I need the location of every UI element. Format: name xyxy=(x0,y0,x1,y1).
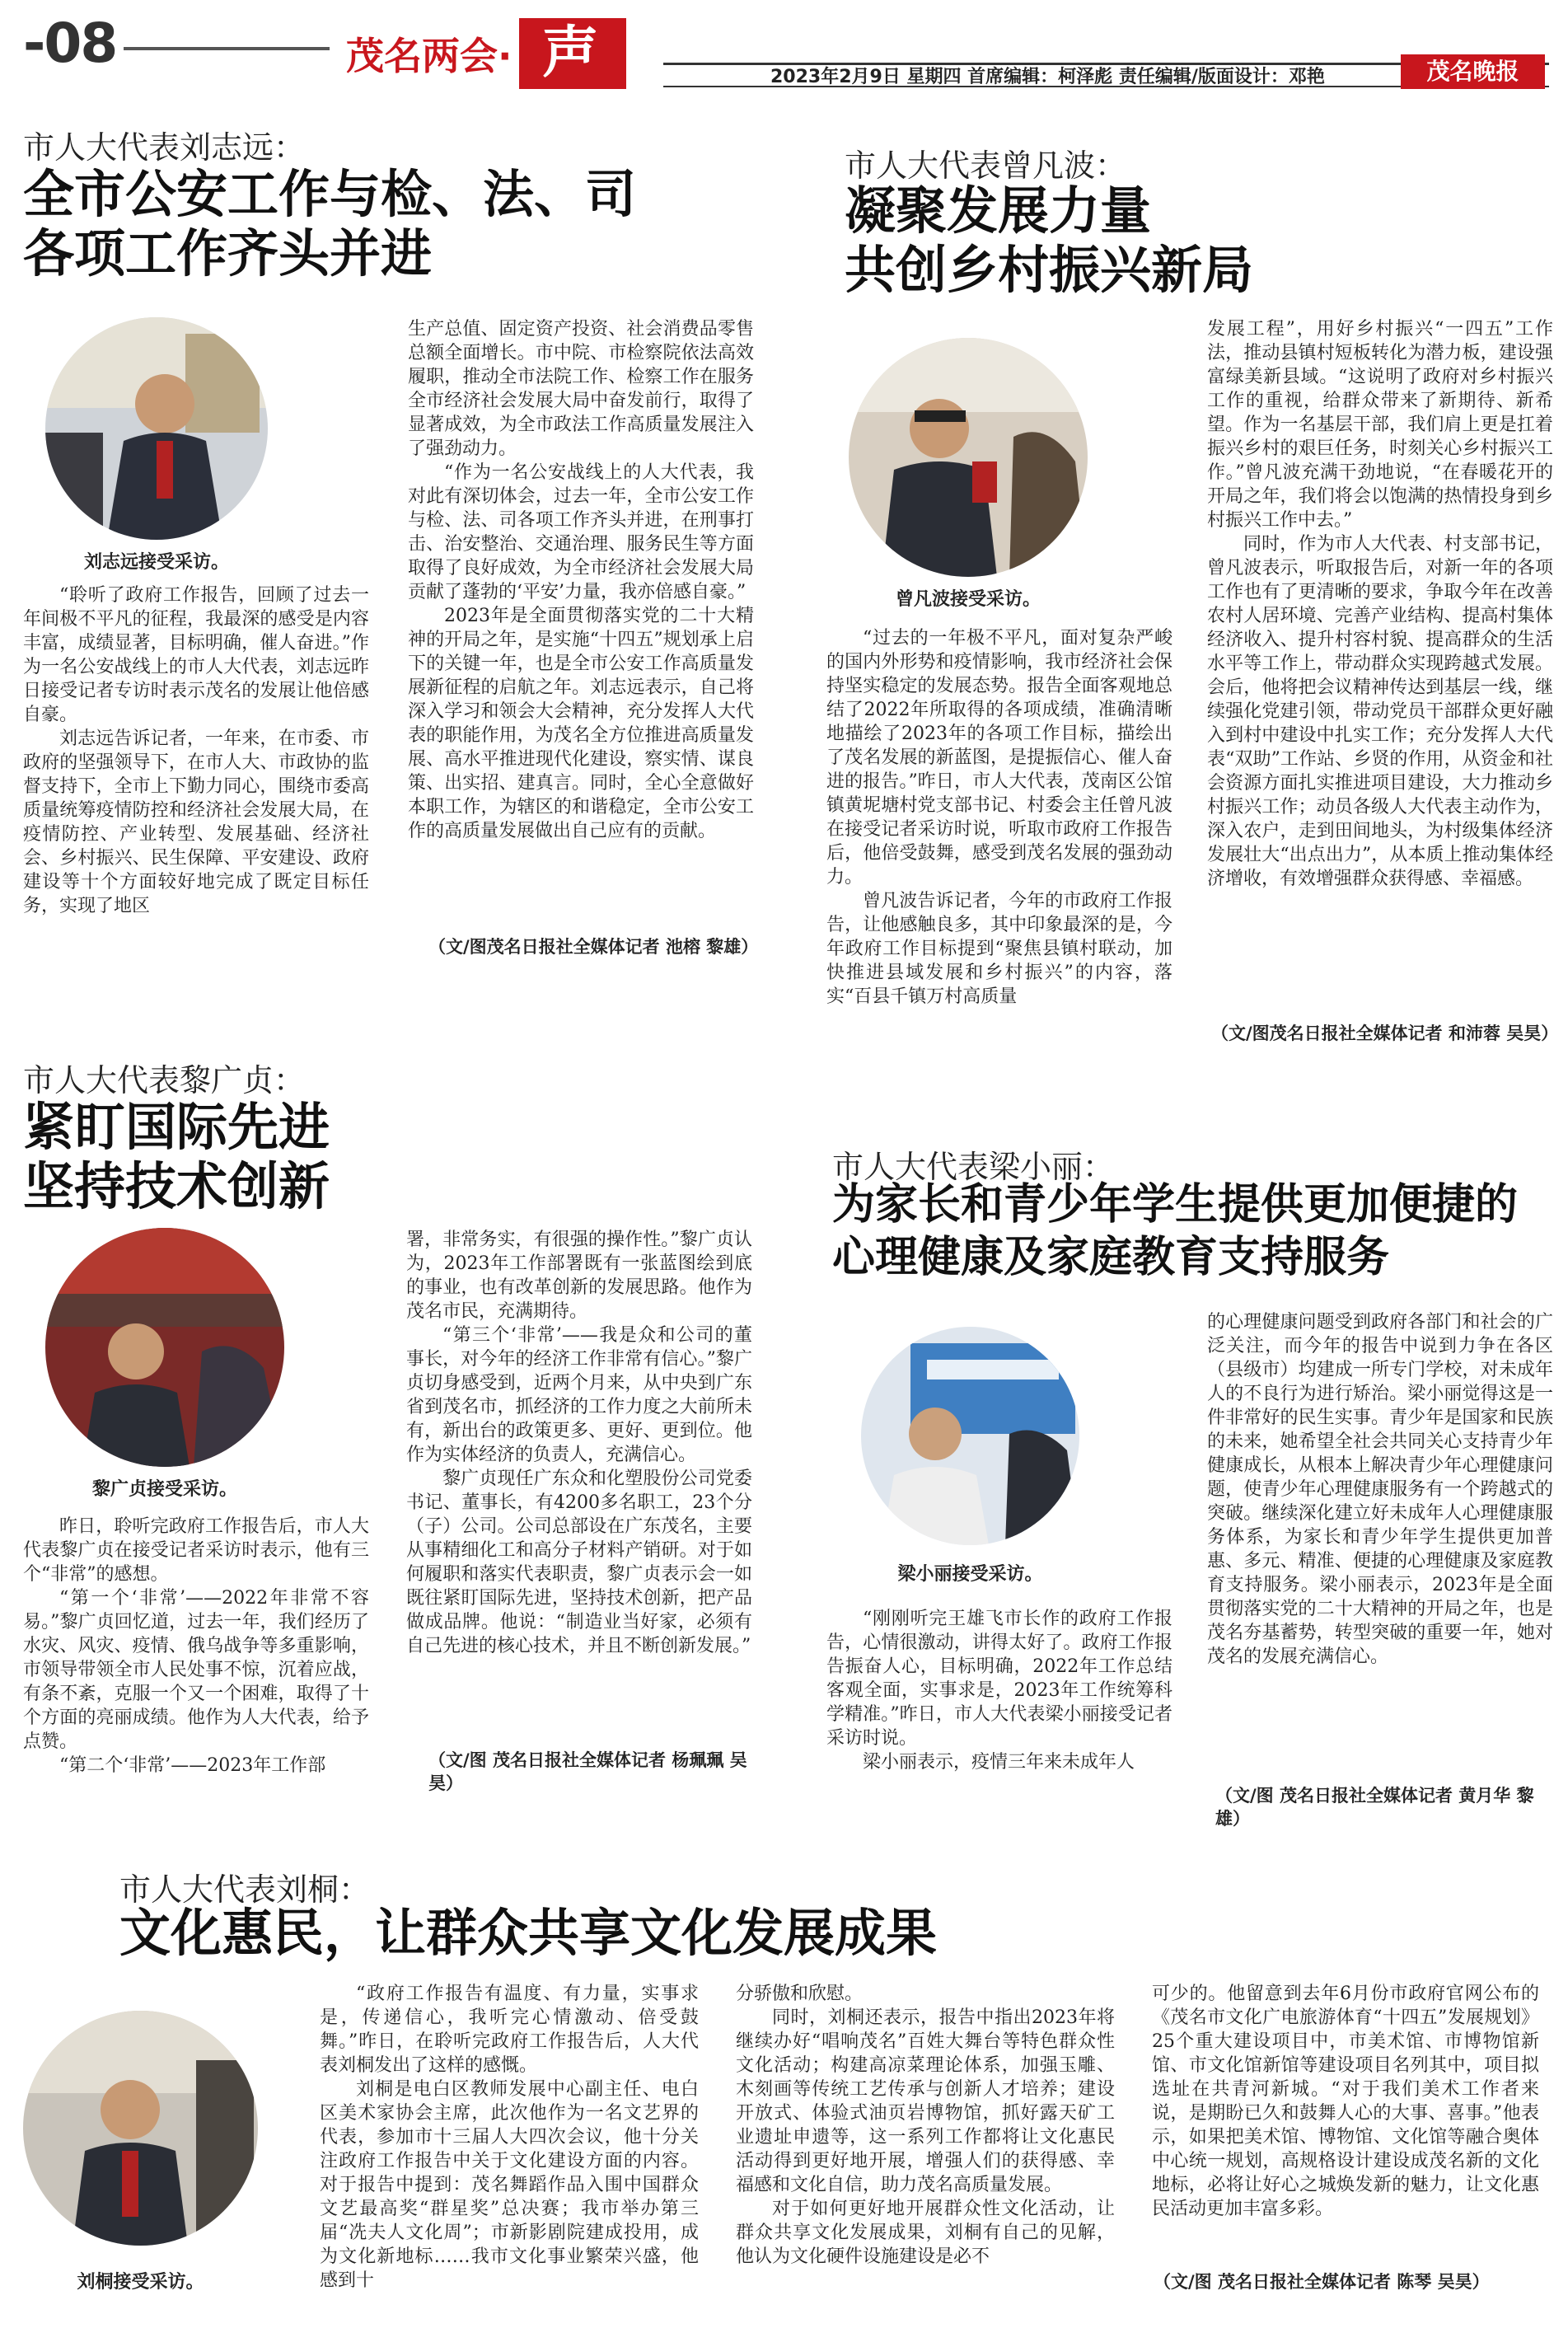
masthead-rule xyxy=(124,47,330,50)
headline-line: 坚持技术创新 xyxy=(23,1156,330,1216)
article-body-col1: “过去的一年极不平凡，面对复杂严峻的国内外形势和疫情影响，我市经济社会保持坚实稳定的发展态势。报告全面客观地总结了2022年所取得的各项成绩，准确清晰地描绘了2023年的各项工作目标，描绘出了茂名发展的新蓝图，是提振信心、催人奋进的报告。”昨日，市人大代表，茂南区公馆镇黄坭塘村党支部书记、村委会主任曾凡波在接受记者采访时说，听取市政府工作报告后，他倍受鼓舞，感受到茂名发展的强劲动力。 曾凡波告诉记者，今年的市政府工作报告，让他感触良多，其中印象最深的是，今年政府工作目标提到“聚焦县镇村联动，加快推进县域发展和乡村振兴”的内容，落实“百县千镇万村高质量 xyxy=(826,628,1172,1007)
date-editor-bar: 2023年2月9日 星期四 首席编辑：柯泽彪 责任编辑/版面设计：邓艳 xyxy=(663,63,1549,87)
photo-liu-tong xyxy=(23,2011,258,2246)
article-body-col2: 署，非常务实，有很强的操作性。”黎广贞认为，2023年工作部署既有一张蓝图绘到底的事业，也有改革创新的发展思路。他作为茂名市民，充满期待。 “第三个‘非常’——我是众和公司的董事长，对今年的经济工作非常有信心。”黎广贞切身感受到，近两个月来，从中央到广东省到茂名市，抓经济的工作力度之大前所未有，新出台的政策更多、更好、更到位。他作为实体经济的负责人，充满信心。 黎广贞现任广东众和化塑股份公司党委书记、董事长，有4200多名职工，23个分（子）公司。公司总部设在广东茂名，主要从事精细化工和高分子材料产销研。对于如何履职和落实代表职责，黎广贞表示会一如既往紧盯国际先进，坚持技术创新，把产品做成品牌。他说：“制造业当好家，必须有自己先进的核心技术，并且不断创新发展。” xyxy=(406,1230,752,1656)
article-byline: （文/图 茂名日报社全媒体记者 黄月华 黎雄） xyxy=(1215,1786,1534,1829)
article-body-col2: 发展工程”，用好乡村振兴“一四五”工作法，推动县镇村短板转化为潜力板，建设强富绿美新县域。“这说明了政府对乡村振兴工作的重视，给群众带来了新期待、新希望。作为一名基层干部，我们肩上更是扛着振兴乡村的艰巨任务，时刻关心乡村振兴工作。”曾凡波充满干劲地说，“在春暖花开的开局之年，我们将会以饱满的热情投身到乡村振兴工作中去。” 同时，作为市人大代表、村支部书记，曾凡波表示，听取报告后，对新一年的各项工作也有了更清晰的要求，争取今年在改善农村人居环境、完善产业结构、提高村集体经济收入、提升村容村貌、提高群众的生活水平等工作上，带动群众实现跨越式发展。会后，他将把会议精神传达到基层一线，继续强化党建引领，带动党员干部群众更好融入到村中建设中扎实工作；充分发挥人大代表“双助”工作站、乡贤的作用，从资金和社会资源方面扎实推进项目建设，大力推动乡村振兴工作；动员各级人大代表主动作为，深入农户，走到田间地头，为村级集体经济发展壮大“出点出力”，从本质上推动集体经济增收，有效增强群众获得感、幸福感。 xyxy=(1207,319,1553,889)
headline-line: 心理健康及家庭教育支持服务 xyxy=(832,1233,1390,1282)
article-headline xyxy=(119,1904,937,1963)
article-body-col1: “聆听了政府工作报告，回顾了过去一年间极不平凡的征程，我最深的感受是内容丰富，成绩显著，目标明确，催人奋进。”作为一名公安战线上的市人大代表，刘志远昨日接受记者专访时表示茂名的发展让他倍感自豪。 刘志远告诉记者，一年来，在市委、市政府的坚强领导下，在市人大、市政协的监督支持下，全市上下勤力同心，围绕市委高质量统筹疫情防控和经济社会发展大局，在疫情防控、产业转型、发展基础、经济社会、乡村振兴、民生保障、平安建设、政府建设等十个方面较好地完成了既定目标任务，实现了地区 xyxy=(23,585,369,916)
newspaper-logo: 茂名晚报 xyxy=(1401,54,1545,89)
photo-caption: 刘志远接受采访。 xyxy=(83,552,229,573)
article-body-col1: 昨日，聆听完政府工作报告后，市人大代表黎广贞在接受记者采访时表示，他有三个“非常”的感想。 “第一个‘非常’——2022年非常不容易。”黎广贞回忆道，过去一年，我们经历了水灾、风灾、疫情、俄乌战争等多重影响，市领导带领全市人民处事不惊，沉着应战，有条不紊，克服一个又一个困难，取得了十个方面的亮丽成绩。他作为人大代表，给予点赞。 “第二个‘非常’——2023年工作部 xyxy=(23,1516,369,1776)
photo-li-guangzhen xyxy=(45,1228,284,1467)
article-body-col3: 可少的。他留意到去年6月份市政府官网公布的《茂名市文化广电旅游体育“十四五”发展规划》25个重大建设项目中，市美术馆、市博物馆新馆、市文化馆新馆等建设项目名列其中，项目拟选址在共青河新城。“对于我们美术工作者来说，是期盼已久和鼓舞人心的大事、喜事。”他表示，如果把美术馆、博物馆、文化馆等融合奥体中心统一规划，高规格设计建设成茂名新的文化地标，必将让好心之城焕发新的魅力，让文化惠民活动更加丰富多彩。 xyxy=(1152,1984,1539,2219)
article-body-col1: “政府工作报告有温度、有力量，实事求是，传递信心，我听完心情激动、倍受鼓舞。”昨日，在聆听完政府工作报告后，人大代表刘桐发出了这样的感慨。 刘桐是电白区教师发展中心副主任、电白区美术家协会主席，此次他作为一名文艺界的代表，参加市十三届人大四次会议，他十分关注政府工作报告中关于文化建设方面的内容。对于报告中提到：茂名舞蹈作品入围中国群众文艺最高奖“群星奖”总决赛；我市举办第三届“冼夫人文化周”；市新影剧院建成投用，成为文化新地标……我市文化事业繁荣兴盛，他感到十 xyxy=(320,1984,699,2291)
article-headline xyxy=(23,165,636,283)
article-headline xyxy=(845,181,1253,300)
article-body-col1: “刚刚听完王雄飞市长作的政府工作报告，心情很激动，讲得太好了。政府工作报告振奋人心，目标明确，2022年工作总结客观全面，实事求是，2023年工作统筹科学精准。”昨日，市人大代表梁小丽接受记者采访时说。 梁小丽表示，疫情三年来未成年人 xyxy=(826,1609,1172,1773)
section-highlight: 声音 xyxy=(519,18,626,89)
article-kicker: 市人大代表梁小丽： xyxy=(832,1149,1115,1185)
article-headline xyxy=(832,1178,1518,1284)
article-byline: （文/图 茂名日报社全媒体记者 陈琴 吴昊） xyxy=(1154,2272,1490,2292)
article-kicker: 市人大代表刘桐： xyxy=(119,1871,371,1908)
photo-caption: 曾凡波接受采访。 xyxy=(895,589,1041,610)
article-kicker: 市人大代表曾凡波： xyxy=(845,148,1127,184)
article-byline: （文/图茂名日报社全媒体记者 和沛蓉 吴昊） xyxy=(1211,1023,1559,1043)
photo-caption: 刘桐接受采访。 xyxy=(77,2272,204,2293)
article-body-col2: 分骄傲和欣慰。 同时，刘桐还表示，报告中指出2023年将继续办好“唱响茂名”百姓大舞台等特色群众性文化活动；构建高凉菜理论体系，加强玉雕、木刻画等传统工艺传承与创新人才培养；建设开放式、体验式油页岩博物馆，抓好露天矿工业遗址申遗等，这一系列工作都将让文化惠民活动得到更好地开展，增强人们的获得感、幸福感和文化自信，助力茂名高质量发展。 对于如何更好地开展群众性文化活动，让群众共享文化发展成果，刘桐有自己的见解，他认为文化硬件设施建设是必不 xyxy=(736,1984,1115,2267)
headline-line: 各项工作齐头并进 xyxy=(23,223,433,283)
photo-caption: 梁小丽接受采访。 xyxy=(897,1564,1043,1585)
article-body-col2: 生产总值、固定资产投资、社会消费品零售总额全面增长。市中院、市检察院依法高效履职，推动全市法院工作、检察工作在服务全市经济社会发展大局中奋发前行，取得了显著成效，为全市政法工作高质量发展注入了强劲动力。 “作为一名公安战线上的人大代表，我对此有深切体会，过去一年，全市公安工作与检、法、司各项工作齐头并进，在刑事打击、治安整治、交通治理、服务民生等方面取得了良好成效，为全市经济社会发展大局贡献了蓬勃的‘平安’力量，我亦倍感自豪。” 2023年是全面贯彻落实党的二十大精神的开局之年，是实施“十四五”规划承上启下的关键一年，也是全市公安工作高质量发展新征程的启航之年。刘志远表示，自己将深入学习和领会大会精神，充分发挥人大代表的职能作用，为茂名全方位推进高质量发展、高水平推进现代化建设，察实情、谋良策、出实招、建真言。同时，全心全意做好本职工作，为辖区的和谐稳定，全市公安工作的高质量发展做出自己应有的贡献。 xyxy=(408,319,754,841)
headline-line: 共创乡村振兴新局 xyxy=(845,240,1254,300)
headline-line: 为家长和青少年学生提供更加便捷的 xyxy=(832,1180,1519,1230)
photo-liu-zhiyuan xyxy=(45,317,268,540)
article-kicker: 市人大代表刘志远： xyxy=(23,129,306,166)
page-number: -08 xyxy=(23,12,117,75)
article-byline: （文/图 茂名日报社全媒体记者 杨珮珮 吴昊） xyxy=(428,1750,747,1793)
photo-caption: 黎广贞接受采访。 xyxy=(91,1479,237,1500)
headline-line: 紧盯国际先进 xyxy=(23,1097,330,1157)
headline-line: 凝聚发展力量 xyxy=(845,180,1152,241)
article-byline: （文/图茂名日报社全媒体记者 池榕 黎雄） xyxy=(428,937,759,957)
article-headline xyxy=(23,1098,330,1216)
photo-liang-xiaoli xyxy=(861,1327,1079,1545)
section-title: 茂名两会· xyxy=(346,34,513,78)
headline-line: 全市公安工作与检、法、司 xyxy=(23,164,637,224)
photo-zeng-fanbo xyxy=(849,338,1088,577)
headline-line: 文化惠民，让群众共享文化发展成果 xyxy=(119,1903,938,1963)
article-body-col2: 的心理健康问题受到政府各部门和社会的广泛关注，而今年的报告中说到力争在各区（县级市）均建成一所专门学校，对未成年人的不良行为进行矫治。梁小丽觉得这是一件非常好的民生实事。青少年是国家和民族的未来，她希望全社会共同关心支持青少年健康成长，从根本上解决青少年心理健康问题，使青少年心理健康服务有一个跨越式的突破。继续深化建立好未成年人心理健康服务体系，为家长和青少年学生提供更加普惠、多元、精准、便捷的心理健康及家庭教育支持服务。梁小丽表示，2023年是全面贯彻落实党的二十大精神的开局之年，也是茂名夯基蓄势，转型突破的重要一年，她对茂名的发展充满信心。 xyxy=(1207,1312,1553,1667)
article-kicker: 市人大代表黎广贞： xyxy=(23,1062,306,1098)
